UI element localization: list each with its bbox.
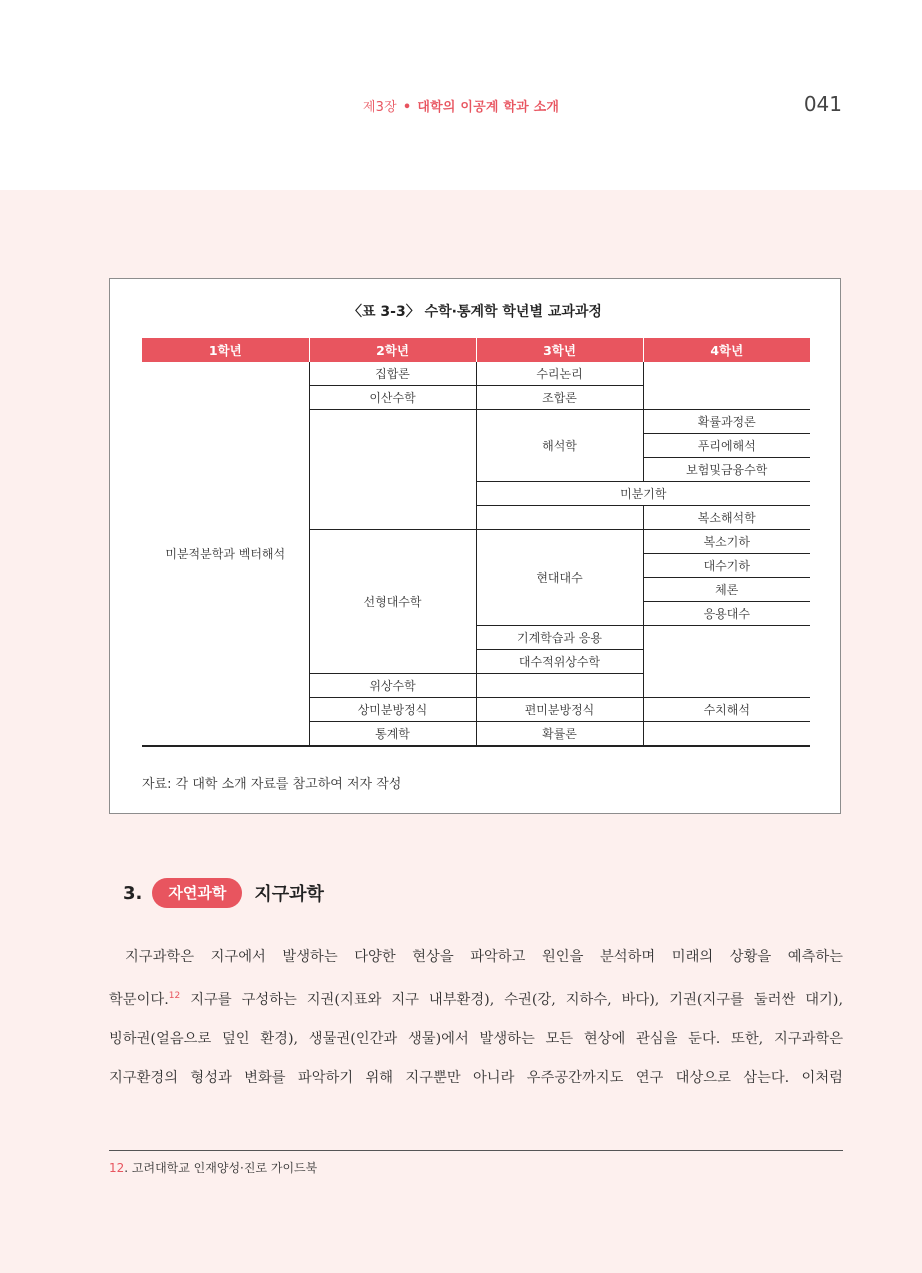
body-line: 빙하권(얼음으로 덮인 환경), 생물권(인간과 생물)에서 발생하는 모든 현상에 관심을 둔다. 또한, 지구과학은 (109, 1030, 843, 1047)
table-cell: 현대대수 (476, 530, 643, 626)
table-cell (643, 362, 810, 410)
footnote (109, 1159, 317, 1176)
body-line (109, 977, 843, 1020)
table-cell: 통계학 (309, 722, 476, 747)
footnote-text: . 고려대학교 인재양성·진로 가이드북 (124, 1161, 318, 1175)
table-row (142, 362, 810, 386)
column-header: 2학년 (309, 338, 476, 362)
table-cell (476, 506, 643, 530)
table-cell: 선형대수학 (309, 530, 476, 674)
table-cell: 확률과정론 (643, 410, 810, 434)
table-cell: 집합론 (309, 362, 476, 386)
section-label: 대학의 이공계 학과 소개 (417, 100, 560, 115)
table-cell: 편미분방정식 (476, 698, 643, 722)
table-cell: 수리논리 (476, 362, 643, 386)
footnote-reference[interactable]: 12 (168, 991, 181, 1001)
table-cell: 대수기하 (643, 554, 810, 578)
body-text-segment: 학문이다. (109, 991, 169, 1008)
section-number: 3. (123, 882, 143, 904)
footnote-number: 12 (109, 1161, 125, 1175)
separator-dot: • (402, 100, 412, 115)
table-caption: 〈표 3-3〉 수학·통계학 학년별 교과과정 (348, 304, 602, 320)
table-cell: 조합론 (476, 386, 643, 410)
running-head (0, 96, 922, 115)
table-cell (643, 626, 810, 698)
body-text-segment: 지구를 구성하는 지권(지표와 지구 내부환경), 수권(강, 지하수, 바다), 기권(지구를 둘러싼 대기), (180, 991, 843, 1008)
table-cell: 해석학 (476, 410, 643, 482)
table-cell (476, 674, 643, 698)
table-cell: 이산수학 (309, 386, 476, 410)
table-cell: 수치해석 (643, 698, 810, 722)
table-cell (309, 410, 476, 530)
table-cell: 응용대수 (643, 602, 810, 626)
table-box (109, 278, 841, 814)
column-header: 3학년 (476, 338, 643, 362)
body-paragraph (109, 938, 843, 1098)
footnote-divider (109, 1150, 843, 1151)
page-number: 041 (803, 92, 842, 116)
table-cell: 푸리에해석 (643, 434, 810, 458)
table-cell: 상미분방정식 (309, 698, 476, 722)
section-title: 지구과학 (254, 884, 324, 905)
table-cell: 대수적위상수학 (476, 650, 643, 674)
body-line: 지구과학은 지구에서 발생하는 다양한 현상을 파악하고 원인을 분석하며 미래의 상황을 예측하는 (125, 949, 843, 965)
table-source-note: 자료: 각 대학 소개 자료를 참고하여 저자 작성 (142, 777, 402, 792)
section-heading (123, 876, 324, 910)
table-cell: 복소기하 (643, 530, 810, 554)
column-header: 4학년 (643, 338, 810, 362)
body-line: 지구환경의 형성과 변화를 파악하기 위해 지구뿐만 아니라 우주공간까지도 연구 대상으로 삼는다. 이처럼 (109, 1069, 843, 1086)
table-cell (643, 722, 810, 747)
curriculum-table (142, 338, 810, 747)
table-cell: 기계학습과 응용 (476, 626, 643, 650)
page-header (0, 0, 922, 190)
chapter-label: 제3장 (362, 100, 397, 115)
table-cell: 체론 (643, 578, 810, 602)
table-cell: 보험및금융수학 (643, 458, 810, 482)
table-cell: 위상수학 (309, 674, 476, 698)
table-header-row (142, 338, 810, 362)
table-cell: 미분기학 (476, 482, 810, 506)
column-header: 1학년 (142, 338, 309, 362)
section-category-badge: 자연과학 (152, 878, 242, 908)
table-cell: 복소해석학 (643, 506, 810, 530)
table-cell: 확률론 (476, 722, 643, 747)
table-cell: 미분적분학과 벡터해석 (165, 547, 286, 561)
